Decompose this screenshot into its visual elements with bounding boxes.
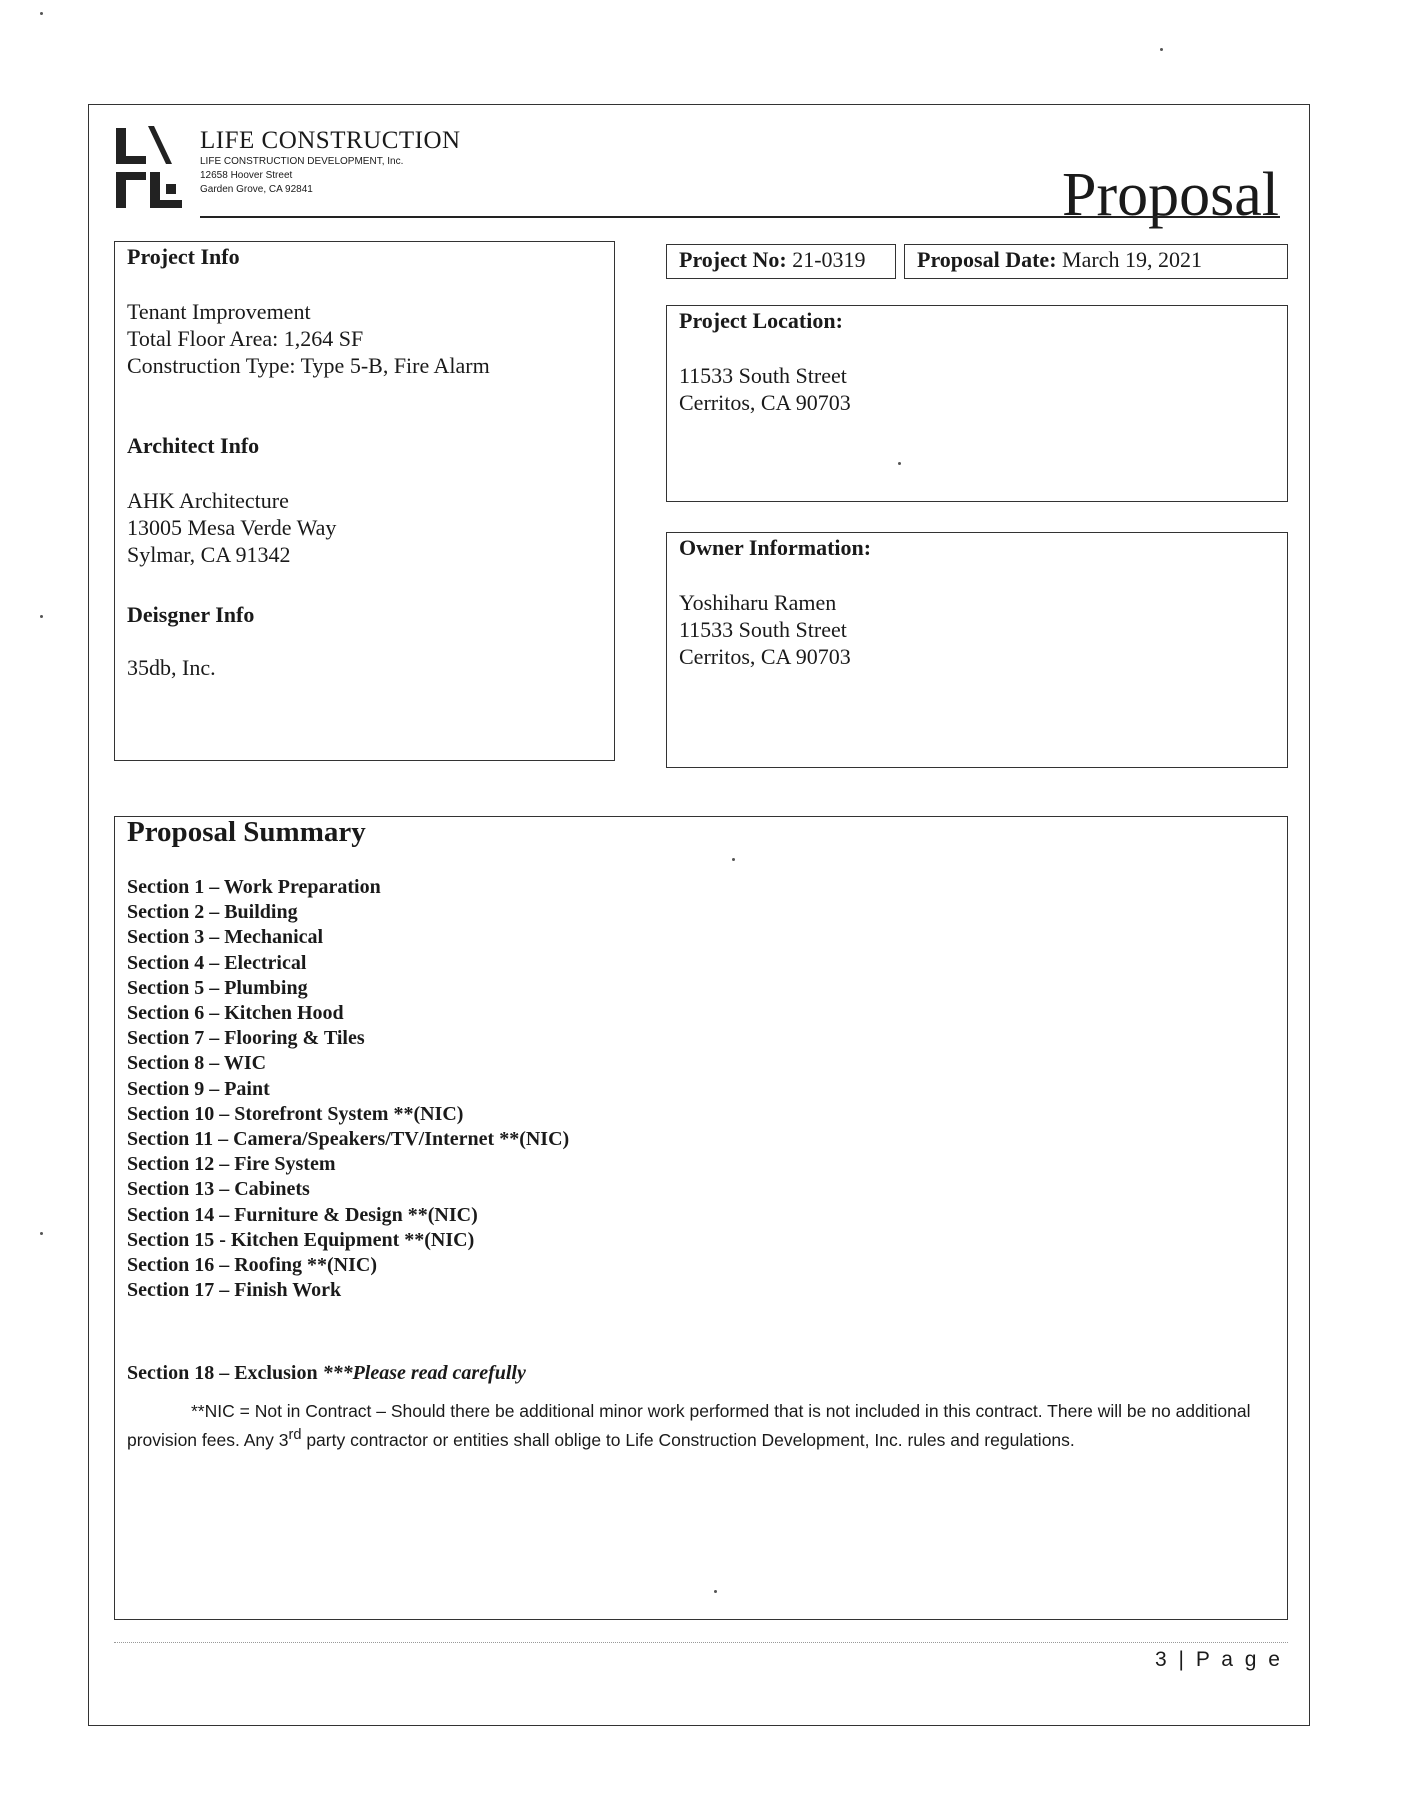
project-info-line: Tenant Improvement	[127, 299, 311, 324]
scan-speck	[898, 462, 901, 465]
section-item: Section 17 – Finish Work	[127, 1279, 342, 1302]
architect-info-line: AHK Architecture	[127, 488, 289, 513]
project-no-value: 21-0319	[792, 247, 866, 272]
company-street: 12658 Hoover Street	[200, 170, 293, 181]
company-block	[200, 127, 461, 197]
nic-note-text-end: party contractor or entities shall oblige to Life Construction Development, Inc. rules and regulations.	[301, 1430, 1075, 1451]
section-item: Section 13 – Cabinets	[127, 1178, 310, 1201]
scan-speck	[40, 615, 43, 618]
exclusion-label: Section 18 – Exclusion	[127, 1362, 318, 1385]
section-item: Section 6 – Kitchen Hood	[127, 1002, 344, 1025]
proposal-summary-title: Proposal Summary	[127, 816, 366, 848]
architect-info-line: Sylmar, CA 91342	[127, 542, 291, 567]
owner-info-box	[666, 532, 1288, 768]
footer-rule	[114, 1642, 1288, 1643]
nic-note-superscript: rd	[288, 1427, 302, 1444]
scan-speck	[714, 1590, 717, 1593]
proposal-date-box	[904, 244, 1288, 279]
nic-note-text: **NIC = Not in Contract – Should there be additional minor work performed that is not included in this contract. There will be no additional provision fees. Any 3	[127, 1401, 1251, 1451]
scan-speck	[732, 858, 735, 861]
project-info-box	[114, 241, 615, 761]
project-location-line: 11533 South Street	[679, 363, 847, 388]
section-list	[127, 875, 1275, 1303]
scan-speck	[40, 12, 43, 15]
owner-info-line: Yoshiharu Ramen	[679, 590, 837, 615]
owner-info-line: 11533 South Street	[679, 617, 847, 642]
designer-info-line: 35db, Inc.	[127, 655, 216, 680]
exclusion-section	[127, 1362, 1275, 1385]
owner-info-line: Cerritos, CA 90703	[679, 644, 851, 669]
section-item: Section 9 – Paint	[127, 1077, 270, 1100]
scan-speck	[40, 1232, 43, 1235]
company-legal-name: LIFE CONSTRUCTION DEVELOPMENT, Inc.	[200, 156, 404, 167]
section-item: Section 8 – WIC	[127, 1052, 267, 1075]
exclusion-note: ***Please read carefully	[322, 1362, 526, 1385]
header-rule	[200, 216, 1280, 218]
section-item: Section 12 – Fire System	[127, 1153, 336, 1176]
project-info-line: Construction Type: Type 5-B, Fire Alarm	[127, 353, 490, 378]
scan-speck	[1160, 48, 1163, 51]
section-item: Section 5 – Plumbing	[127, 976, 308, 999]
project-info-line: Total Floor Area: 1,264 SF	[127, 326, 364, 351]
page-number: 3 | P a g e	[1155, 1648, 1283, 1671]
proposal-date-label: Proposal Date:	[917, 247, 1057, 272]
company-city: Garden Grove, CA 92841	[200, 184, 313, 195]
proposal-summary-box	[114, 816, 1288, 1620]
section-item: Section 4 – Electrical	[127, 951, 307, 974]
project-info-label: Project Info	[127, 244, 240, 269]
project-no-box	[666, 244, 896, 279]
nic-note	[127, 1399, 1277, 1452]
section-item: Section 14 – Furniture & Design **(NIC)	[127, 1203, 478, 1226]
architect-info-line: 13005 Mesa Verde Way	[127, 515, 337, 540]
project-location-label: Project Location:	[679, 308, 843, 333]
section-item: Section 7 – Flooring & Tiles	[127, 1027, 365, 1050]
owner-info-label: Owner Information:	[679, 535, 872, 560]
section-item: Section 10 – Storefront System **(NIC)	[127, 1102, 464, 1125]
section-item: Section 15 - Kitchen Equipment **(NIC)	[127, 1228, 475, 1251]
section-item: Section 3 – Mechanical	[127, 926, 324, 949]
document-title: Proposal	[1062, 161, 1279, 229]
section-item: Section 2 – Building	[127, 901, 298, 924]
section-item: Section 1 – Work Preparation	[127, 876, 381, 898]
project-no-label: Project No:	[679, 247, 787, 272]
company-logo	[114, 124, 184, 210]
section-item: Section 16 – Roofing **(NIC)	[127, 1254, 377, 1277]
project-location-line: Cerritos, CA 90703	[679, 390, 851, 415]
designer-info-label: Deisgner Info	[127, 602, 255, 627]
section-item: Section 11 – Camera/Speakers/TV/Internet **(NIC)	[127, 1128, 570, 1151]
proposal-date-value: March 19, 2021	[1062, 247, 1202, 272]
company-name: LIFE CONSTRUCTION	[200, 127, 461, 154]
architect-info-label: Architect Info	[127, 433, 260, 458]
project-location-box	[666, 305, 1288, 502]
